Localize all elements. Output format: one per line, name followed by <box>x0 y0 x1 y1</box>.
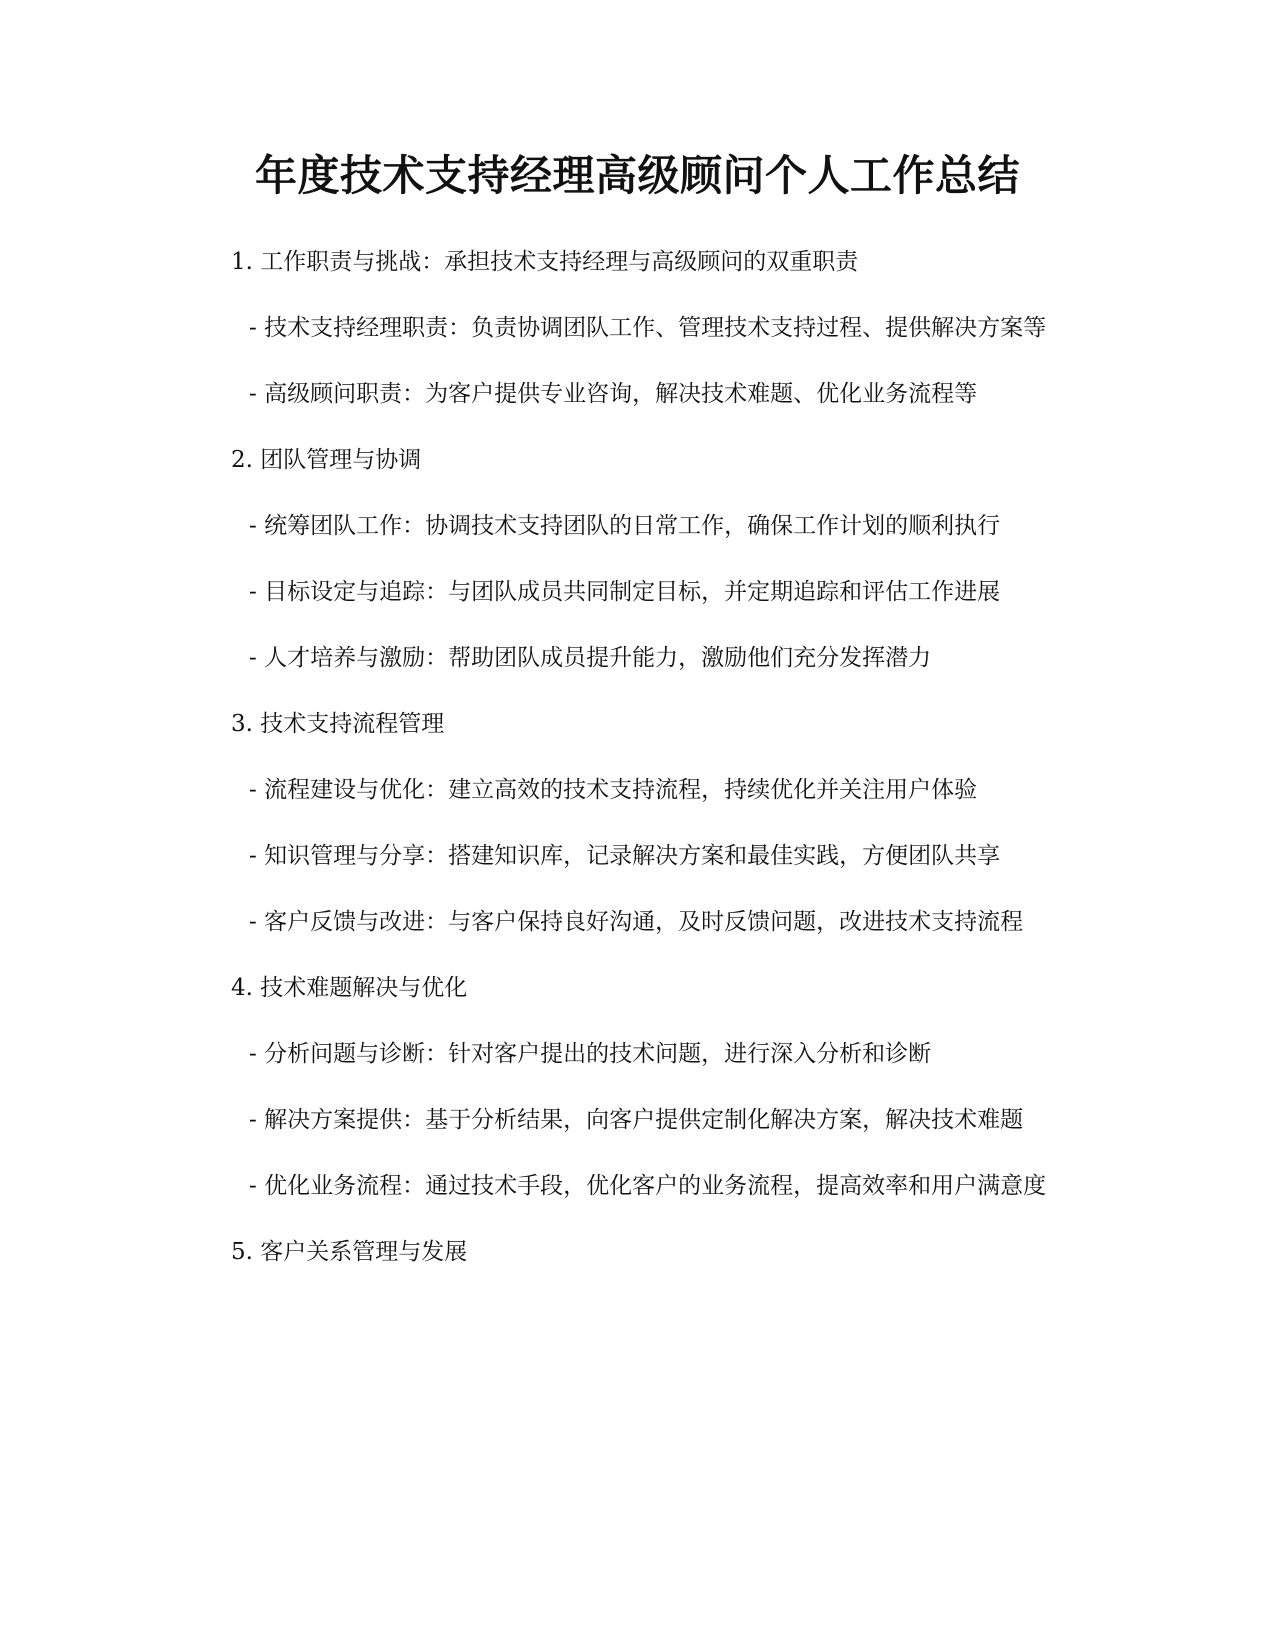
section-heading: 2. 团队管理与协调 <box>231 447 422 473</box>
section-heading: 3. 技术支持流程管理 <box>231 711 445 737</box>
section-heading: 5. 客户关系管理与发展 <box>231 1239 468 1265</box>
document-title: 年度技术支持经理高级顾问个人工作总结 <box>254 151 1020 200</box>
bullet-item: - 客户反馈与改进：与客户保持良好沟通，及时反馈问题，改进技术支持流程 <box>249 909 1024 935</box>
bullet-item: - 解决方案提供：基于分析结果，向客户提供定制化解决方案，解决技术难题 <box>249 1107 1024 1133</box>
bullet-item: - 流程建设与优化：建立高效的技术支持流程，持续优化并关注用户体验 <box>249 777 978 803</box>
bullet-item: - 统筹团队工作：协调技术支持团队的日常工作，确保工作计划的顺利执行 <box>249 513 1001 539</box>
bullet-item: - 人才培养与激励：帮助团队成员提升能力，激励他们充分发挥潜力 <box>249 645 932 671</box>
section-heading: 4. 技术难题解决与优化 <box>231 975 468 1001</box>
bullet-item: - 技术支持经理职责：负责协调团队工作、管理技术支持过程、提供解决方案等 <box>249 315 1047 341</box>
bullet-item: - 高级顾问职责：为客户提供专业咨询，解决技术难题、优化业务流程等 <box>249 381 978 407</box>
bullet-item: - 目标设定与追踪：与团队成员共同制定目标，并定期追踪和评估工作进展 <box>249 579 1001 605</box>
document-body <box>187 240 1059 1296</box>
bullet-item: - 分析问题与诊断：针对客户提出的技术问题，进行深入分析和诊断 <box>249 1041 932 1067</box>
bullet-item: - 优化业务流程：通过技术手段，优化客户的业务流程，提高效率和用户满意度 <box>249 1173 1047 1199</box>
bullet-item: - 知识管理与分享：搭建知识库，记录解决方案和最佳实践，方便团队共享 <box>249 843 1001 869</box>
section-heading: 1. 工作职责与挑战：承担技术支持经理与高级顾问的双重职责 <box>231 249 859 275</box>
